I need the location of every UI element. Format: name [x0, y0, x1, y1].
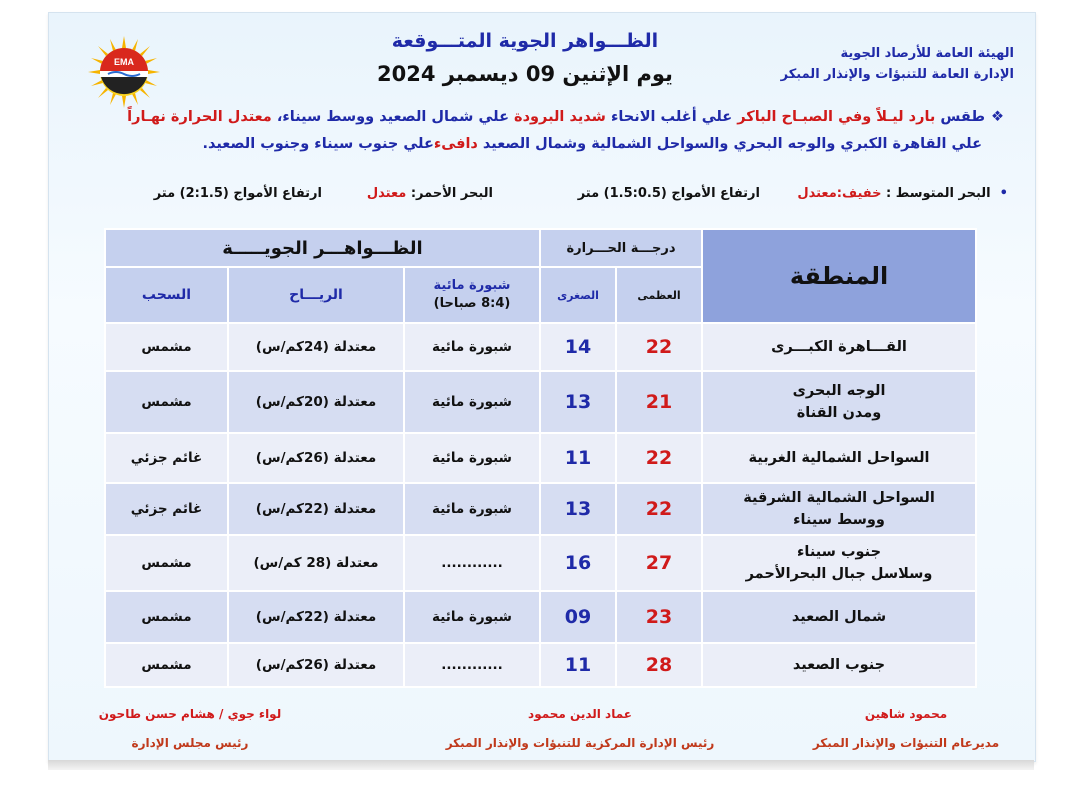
max-temp-cell: 22	[616, 483, 702, 535]
region-cell	[702, 371, 976, 433]
signature-title: رئيس مجلس الإدارة	[131, 736, 249, 750]
min-temp-cell: 11	[540, 643, 616, 687]
mediterranean-status	[797, 186, 1008, 201]
signature-director	[796, 700, 1016, 758]
fog-cell: شبورة مائية	[404, 433, 540, 483]
bullet-dot-icon: •	[990, 186, 1008, 201]
fog-cell: شبورة مائية	[404, 323, 540, 371]
region-cell	[702, 535, 976, 591]
wind-cell: معتدلة (20كم/س)	[228, 371, 404, 433]
med-state: خفيف:معتدل	[797, 186, 882, 201]
red-label: البحر الأحمر:	[406, 186, 493, 201]
min-temp-cell: 09	[540, 591, 616, 643]
clouds-cell: غائم جزئي	[105, 483, 228, 535]
org-line-2: الإدارة العامة للتنبؤات والإنذار المبكر	[780, 67, 1014, 82]
region-name: الوجه البحرى	[792, 383, 886, 399]
signature-title: مديرعام التنبؤات والإنذار المبكر	[812, 736, 1000, 750]
clouds-cell: مشمس	[105, 591, 228, 643]
red-waves: ارتفاع الأمواج (2:1.5) متر	[153, 186, 322, 201]
max-temp-cell: 22	[616, 433, 702, 483]
ema-logo	[86, 34, 162, 110]
clouds-cell: مشمس	[105, 323, 228, 371]
wind-cell: معتدلة (26كم/س)	[228, 433, 404, 483]
diamond-bullet-icon: ❖	[991, 109, 1004, 125]
forecast-date: يوم الإثنين 09 ديسمبر 2024	[377, 62, 673, 86]
clouds-cell: مشمس	[105, 371, 228, 433]
header-fog	[404, 267, 540, 323]
header-wind: الريـــاح	[228, 267, 404, 323]
region-name-line2: وسلاسل جبال البحرالأحمر	[745, 566, 933, 582]
signature-name: لواء جوي / هشام حسن طاحون	[98, 707, 282, 721]
forecast-table	[104, 228, 977, 688]
region-name-line2: ومدن القناة	[796, 405, 882, 421]
table-row	[105, 371, 976, 433]
weather-summary	[104, 104, 1004, 158]
table-row	[105, 433, 976, 483]
page-title: الظـــواهر الجوية المتـــوقعة	[391, 30, 659, 52]
summary-line-2	[104, 131, 1004, 158]
max-temp-cell: 21	[616, 371, 702, 433]
max-temp-cell: 27	[616, 535, 702, 591]
region-name: القـــاهرة الكبـــرى	[771, 339, 907, 355]
region-name: شمال الصعيد	[791, 609, 887, 625]
med-label: البحر المتوسط :	[881, 186, 991, 201]
table-row	[105, 591, 976, 643]
region-name-line2: ووسط سيناء	[793, 512, 885, 528]
summary-text: طقس	[935, 109, 985, 125]
red-state: معتدل	[366, 186, 407, 201]
signature-name: محمود شاهين	[864, 707, 948, 721]
page-shadow	[48, 760, 1034, 770]
min-temp-cell: 13	[540, 371, 616, 433]
fog-cell: شبورة مائية	[404, 483, 540, 535]
header-min: الصغرى	[540, 267, 616, 323]
summary-line-1	[104, 104, 1004, 131]
header-fog-line2: (8:4 صباحا)	[433, 296, 511, 311]
organization-header	[781, 43, 1014, 85]
signature-title: رئيس الإدارة المركزية للتنبؤات والإنذار المبكر	[445, 736, 715, 750]
clouds-cell: غائم جزئي	[105, 433, 228, 483]
header-temperature: درجـــة الحـــرارة	[540, 229, 702, 267]
region-name: السواحل الشمالية الشرقية	[743, 490, 935, 506]
summary-highlight: شديد البرودة	[514, 109, 606, 125]
header-clouds: السحب	[105, 267, 228, 323]
clouds-cell: مشمس	[105, 535, 228, 591]
red-sea-status	[367, 186, 493, 201]
min-temp-cell: 11	[540, 433, 616, 483]
region-cell	[702, 433, 976, 483]
header-phenomena: الظـــواهـــر الجويـــــة	[105, 229, 540, 267]
table-row	[105, 483, 976, 535]
signature-name: عماد الدين محمود	[528, 707, 632, 721]
summary-text: علي جنوب سيناء وجنوب الصعيد.	[202, 136, 434, 152]
sea-conditions	[108, 186, 1008, 208]
min-temp-cell: 13	[540, 483, 616, 535]
header-region: المنطقة	[702, 229, 976, 323]
fog-cell: ............	[404, 643, 540, 687]
region-cell	[702, 323, 976, 371]
wind-cell: معتدلة (22كم/س)	[228, 483, 404, 535]
header-max: العظمى	[616, 267, 702, 323]
table-row	[105, 535, 976, 591]
summary-text: علي أغلب الانحاء	[605, 109, 738, 125]
org-line-1: الهيئة العامة للأرصاد الجوية	[840, 46, 1014, 61]
region-name: جنوب الصعيد	[792, 657, 886, 673]
wind-cell: معتدلة (24كم/س)	[228, 323, 404, 371]
summary-text: علي القاهرة الكبري والوجه البحري والسواحل الشمالية وشمال الصعيد	[477, 136, 982, 152]
wind-cell: معتدلة (22كم/س)	[228, 591, 404, 643]
wind-cell: معتدلة (28 كم/س)	[228, 535, 404, 591]
min-temp-cell: 16	[540, 535, 616, 591]
wind-cell: معتدلة (26كم/س)	[228, 643, 404, 687]
region-name: السواحل الشمالية الغربية	[748, 450, 930, 466]
header-fog-line1: شبورة مائية	[433, 278, 511, 293]
region-name: جنوب سيناء	[796, 544, 882, 560]
logo-text: EMA	[114, 57, 134, 67]
signature-central	[420, 700, 740, 758]
summary-highlight: معتدل الحرارة نهـاراً	[127, 109, 272, 125]
region-cell	[702, 591, 976, 643]
summary-highlight: دافىء	[433, 136, 478, 152]
fog-cell: شبورة مائية	[404, 371, 540, 433]
fog-cell: شبورة مائية	[404, 591, 540, 643]
table-row	[105, 323, 976, 371]
max-temp-cell: 28	[616, 643, 702, 687]
fog-cell: ............	[404, 535, 540, 591]
region-cell	[702, 643, 976, 687]
signature-chairman	[80, 700, 300, 758]
max-temp-cell: 22	[616, 323, 702, 371]
table-row	[105, 643, 976, 687]
min-temp-cell: 14	[540, 323, 616, 371]
summary-highlight: بارد ليـلاً وفي الصبـاح الباكر	[737, 109, 936, 125]
max-temp-cell: 23	[616, 591, 702, 643]
region-cell	[702, 483, 976, 535]
med-waves: ارتفاع الأمواج (1.5:0.5) متر	[577, 186, 760, 201]
clouds-cell: مشمس	[105, 643, 228, 687]
summary-text: علي شمال الصعيد ووسط سيناء،	[271, 109, 515, 125]
